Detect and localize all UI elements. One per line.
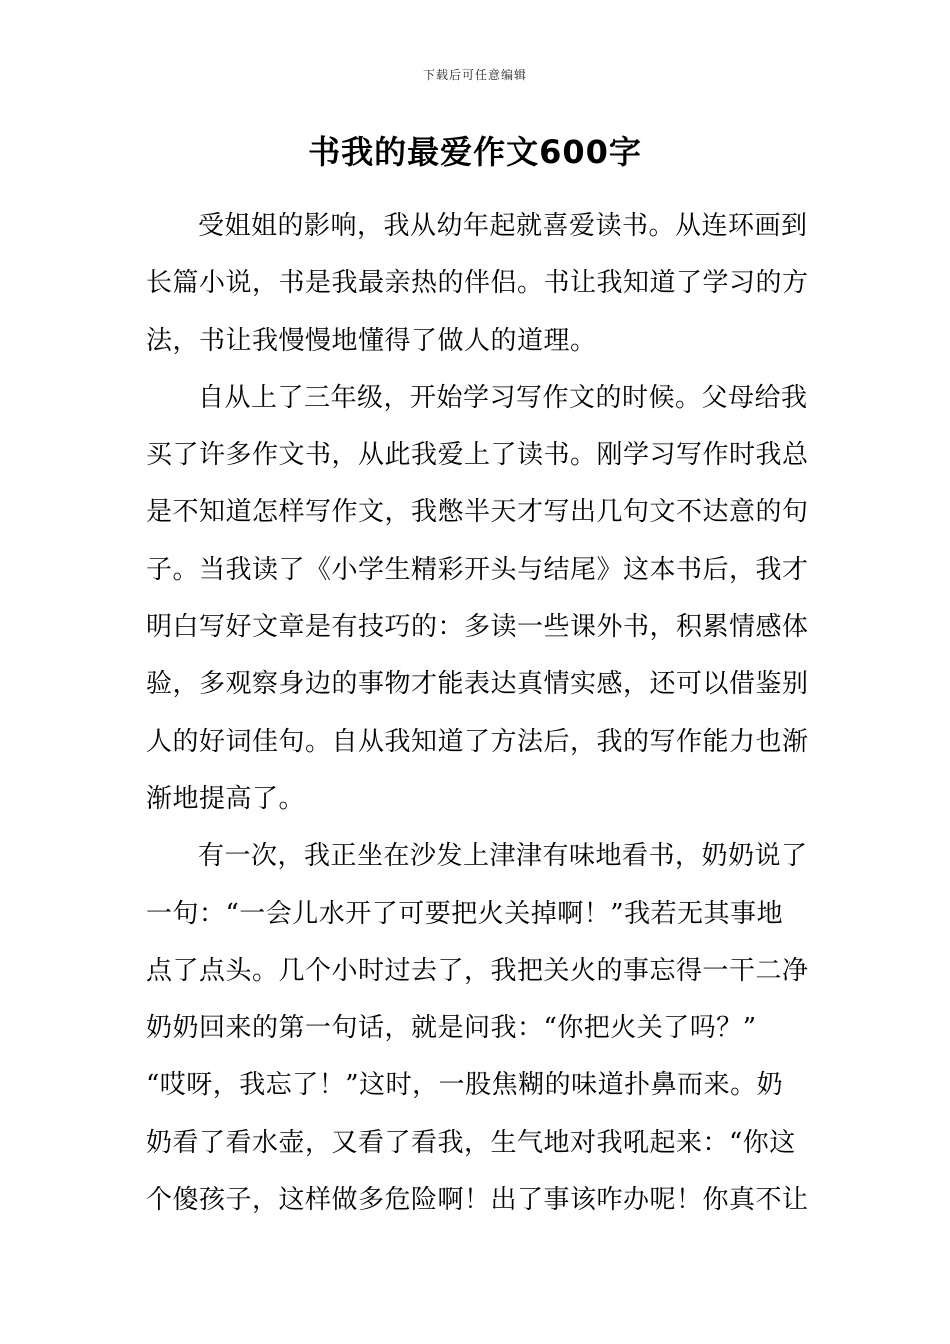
text-line: 子。当我读了《小学生精彩开头与结尾》这本书后，我才 bbox=[146, 554, 809, 585]
text-line: 自从上了三年级，开始学习写作文的时候。父母给我 bbox=[198, 382, 808, 413]
text-line: 个傻孩子，这样做多危险啊！出了事该咋办呢！你真不让 bbox=[146, 1185, 809, 1216]
text-line: 受姐姐的影响，我从幼年起就喜爱读书。从连环画到 bbox=[198, 211, 808, 241]
text-line: 有一次，我正坐在沙发上津津有味地看书，奶奶说了 bbox=[198, 841, 808, 872]
text-line: 是不知道怎样写作文，我憋半天才写出几句文不达意的句 bbox=[146, 497, 809, 528]
document-body bbox=[146, 198, 810, 1229]
text-line: 奶奶回来的第一句话，就是问我：“你把火关了吗？” bbox=[146, 1013, 757, 1044]
text-line: 渐地提高了。 bbox=[146, 783, 306, 814]
text-line: 奶看了看水壶，又看了看我，生气地对我吼起来：“你这 bbox=[146, 1127, 796, 1158]
text-line: 一句：“一会儿水开了可要把火关掉啊！”我若无其事地 bbox=[146, 898, 784, 929]
text-line: 验，多观察身边的事物才能表达真情实感，还可以借鉴别 bbox=[146, 669, 809, 700]
text-line: 明白写好文章是有技巧的：多读一些课外书，积累情感体 bbox=[146, 612, 809, 643]
paragraph-3 bbox=[146, 828, 810, 1229]
text-line: 人的好词佳句。自从我知道了方法后，我的写作能力也渐 bbox=[146, 726, 809, 757]
text-line: 长篇小说，书是我最亲热的伴侣。书让我知道了学习的方 bbox=[146, 268, 809, 299]
paragraph-2 bbox=[146, 370, 810, 828]
text-line: 法，书让我慢慢地懂得了做人的道理。 bbox=[146, 325, 597, 356]
text-line: 买了许多作文书，从此我爱上了读书。刚学习写作时我总 bbox=[146, 440, 809, 471]
header-note: 下载后可任意编辑 bbox=[422, 68, 527, 82]
document-title: 书我的最爱作文600字 bbox=[308, 133, 642, 171]
text-line: “哎呀，我忘了！”这时，一股焦糊的味道扑鼻而来。奶 bbox=[146, 1070, 784, 1101]
text-line: 点了点头。几个小时过去了，我把关火的事忘得一干二净 bbox=[146, 955, 809, 986]
paragraph-1 bbox=[146, 198, 810, 370]
